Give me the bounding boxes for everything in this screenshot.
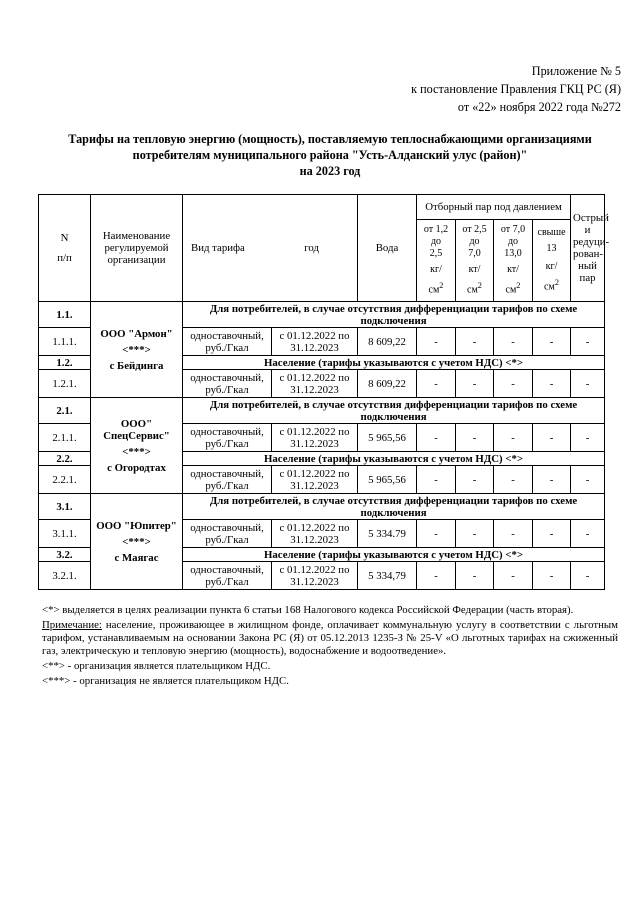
dash-cell: -	[417, 424, 456, 452]
table-row	[39, 494, 605, 520]
dash-cell: -	[494, 424, 533, 452]
header-sharp-steam: Острый и редуци-рован-ный пар	[571, 195, 605, 302]
dash-cell: -	[571, 562, 605, 590]
dash-cell: -	[417, 328, 456, 356]
tariff-type-cell: одноставочный, руб./Гкал	[183, 466, 272, 494]
title-line-2: потребителям муниципального района "Усть-Алданский улус (район)"	[132, 148, 528, 162]
dash-cell: -	[456, 562, 494, 590]
dash-cell: -	[571, 370, 605, 398]
row-number: 2.1.	[39, 398, 91, 424]
band-no-differentiation: Для потребителей, в случае отсутствия дифференциации тарифов по схеме подключения	[183, 494, 605, 520]
dash-cell: -	[456, 520, 494, 548]
org-name-spetsservis: ООО" СпецСервис" <***> с Огородтах	[91, 398, 183, 494]
header-tariff-type: Вид тарифа год	[183, 195, 358, 302]
dash-cell: -	[494, 466, 533, 494]
document-title	[20, 131, 640, 179]
row-number: 1.1.1.	[39, 328, 91, 356]
dash-cell: -	[533, 466, 571, 494]
dash-cell: -	[533, 562, 571, 590]
footnote-vat-payer: <**> - организация является плательщиком НДС.	[42, 660, 271, 672]
band-no-differentiation: Для потребителей, в случае отсутствия дифференциации тарифов по схеме подключения	[183, 398, 605, 424]
row-number: 2.2.1.	[39, 466, 91, 494]
note-label: Примечание:	[42, 619, 102, 631]
row-number: 2.1.1.	[39, 424, 91, 452]
appendix-header	[411, 62, 621, 116]
tariff-type-cell: одноставочный, руб./Гкал	[183, 520, 272, 548]
water-value: 5 334.79	[358, 520, 417, 548]
dash-cell: -	[417, 520, 456, 548]
row-number: 3.2.	[39, 548, 91, 562]
dash-cell: -	[456, 466, 494, 494]
header-pressure-4: свыше 13 кг/ $см^2$	[533, 220, 571, 302]
period-cell: с 01.12.2022 по 31.12.2023	[272, 370, 358, 398]
table-row	[39, 302, 605, 328]
dash-cell: -	[417, 466, 456, 494]
title-line-3: на 2023 год	[299, 164, 361, 178]
header-pressure-1: от 1,2 до 2,5 кг/ $см^2$	[417, 220, 456, 302]
header-num: N п/п	[39, 195, 91, 302]
dash-cell: -	[571, 424, 605, 452]
header-steam: Отборный пар под давлением	[417, 195, 571, 220]
row-number: 3.1.	[39, 494, 91, 520]
header-pressure-2: от 2,5 до 7,0 кт/ $см^2$	[456, 220, 494, 302]
period-cell: с 01.12.2022 по 31.12.2023	[272, 562, 358, 590]
water-value: 5 334,79	[358, 562, 417, 590]
table-row	[39, 398, 605, 424]
dash-cell: -	[417, 562, 456, 590]
dash-cell: -	[533, 370, 571, 398]
dash-cell: -	[571, 466, 605, 494]
band-no-differentiation: Для потребителей, в случае отсутствия дифференциации тарифов по схеме подключения	[183, 302, 605, 328]
row-number: 3.2.1.	[39, 562, 91, 590]
water-value: 8 609,22	[358, 328, 417, 356]
header-water: Вода	[358, 195, 417, 302]
period-cell: с 01.12.2022 по 31.12.2023	[272, 424, 358, 452]
appendix-line-1: Приложение № 5	[531, 64, 621, 78]
org-name-yupiter: ООО "Юпитер" <***> с Маягас	[91, 494, 183, 590]
dash-cell: -	[494, 562, 533, 590]
dash-cell: -	[494, 370, 533, 398]
dash-cell: -	[571, 328, 605, 356]
dash-cell: -	[456, 424, 494, 452]
note-text: население, проживающее в жилищном фонде, оплачивает коммунальную услугу в соответствии с льготным тарифом, устанавливаемым на основании Закона РС (Я) от 05.12.2013 1235-З № 25-V «О льготных тарифах на сжиженный газ, электрическую и тепловую энергию (мощность), водоснабжение и водоотведение».	[42, 619, 618, 657]
title-line-1: Тарифы на тепловую энергию (мощность), поставляемую теплоснабжающими организациями	[68, 132, 592, 146]
dash-cell: -	[571, 520, 605, 548]
dash-cell: -	[494, 328, 533, 356]
tariff-type-cell: одноставочный, руб./Гкал	[183, 562, 272, 590]
appendix-line-3: от «22» ноября 2022 года №272	[457, 100, 621, 114]
band-population: Население (тарифы указываются с учетом НДС) <*>	[183, 356, 605, 370]
dash-cell: -	[417, 370, 456, 398]
footnotes	[42, 604, 618, 690]
row-number: 1.2.1.	[39, 370, 91, 398]
water-value: 5 965,56	[358, 424, 417, 452]
tariff-type-cell: одноставочный, руб./Гкал	[183, 328, 272, 356]
appendix-line-2: к постановление Правления ГКЦ РС (Я)	[411, 82, 621, 96]
band-population: Население (тарифы указываются с учетом НДС) <*>	[183, 452, 605, 466]
period-cell: с 01.12.2022 по 31.12.2023	[272, 466, 358, 494]
row-number: 1.2.	[39, 356, 91, 370]
org-name-armon: ООО "Армон" <***> с Бейдинга	[91, 302, 183, 398]
footnote-vat: <*> выделяется в целях реализации пункта 6 статьи 168 Налогового кодекса Российской Федерации (часть вторая).	[42, 604, 574, 616]
footnote-non-vat-payer: <***> - организация не является плательщиком НДС.	[42, 675, 289, 687]
period-cell: с 01.12.2022 по 31.12.2023	[272, 328, 358, 356]
dash-cell: -	[533, 424, 571, 452]
dash-cell: -	[533, 520, 571, 548]
tariff-type-cell: одноставочный, руб./Гкал	[183, 370, 272, 398]
dash-cell: -	[494, 520, 533, 548]
dash-cell: -	[456, 328, 494, 356]
water-value: 5 965,56	[358, 466, 417, 494]
header-pressure-3: от 7,0 до 13,0 кт/ $см^2$	[494, 220, 533, 302]
period-cell: с 01.12.2022 по 31.12.2023	[272, 520, 358, 548]
tariff-type-cell: одноставочный, руб./Гкал	[183, 424, 272, 452]
row-number: 1.1.	[39, 302, 91, 328]
footnote-note	[42, 619, 618, 658]
row-number: 3.1.1.	[39, 520, 91, 548]
water-value: 8 609,22	[358, 370, 417, 398]
dash-cell: -	[533, 328, 571, 356]
header-org: Наименование регулируемой организации	[91, 195, 183, 302]
row-number: 2.2.	[39, 452, 91, 466]
dash-cell: -	[456, 370, 494, 398]
tariffs-table	[38, 194, 610, 590]
band-population: Население (тарифы указываются с учетом НДС) <*>	[183, 548, 605, 562]
